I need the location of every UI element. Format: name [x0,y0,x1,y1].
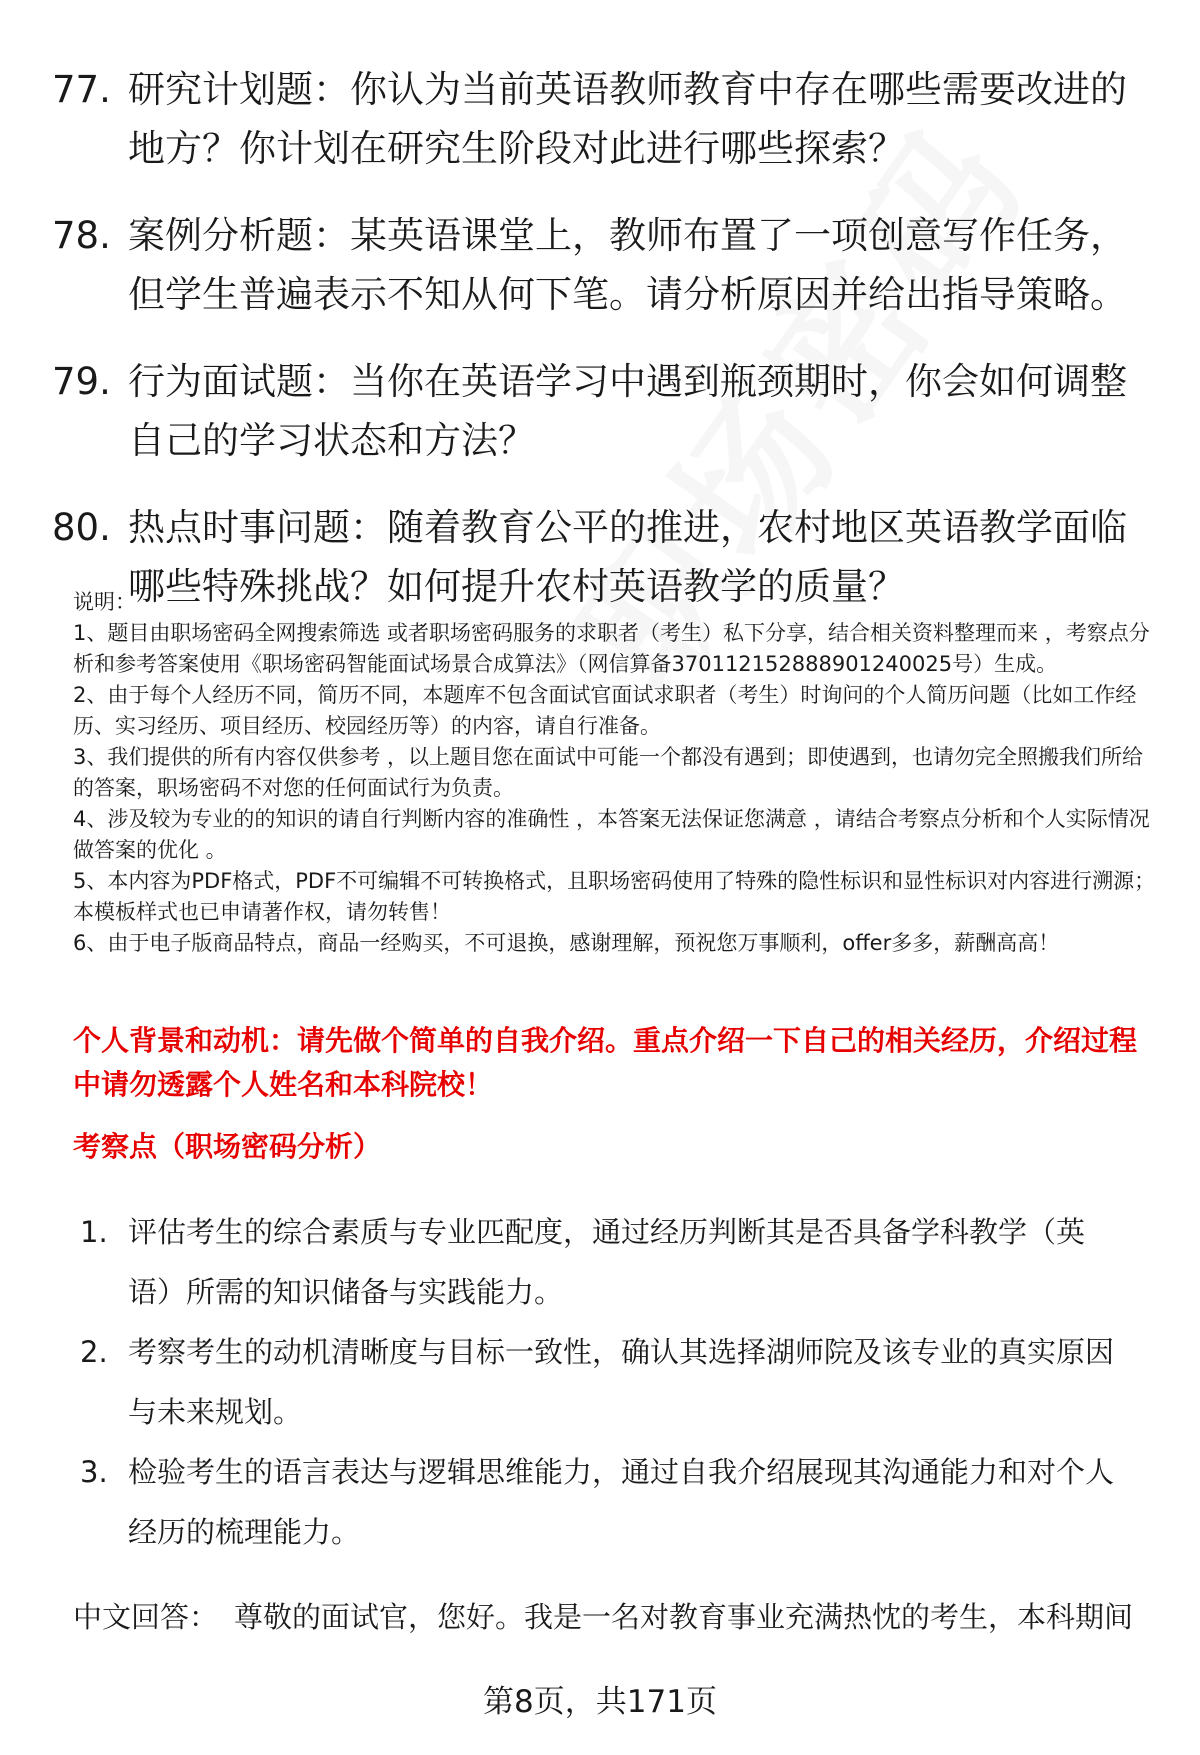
note-item: 3、我们提供的所有内容仅供参考 ，以上题目您在面试中可能一个都没有遇到；即使遇到，也请勿完全照搬我们所给的答案，职场密码不对您的任何面试行为负责。 [73,745,1144,800]
note-item: 6、由于电子版商品特点，商品一经购买，不可退换，感谢理解，预祝您万事顺利，offer多多，薪酬高高！ [73,931,1060,955]
question-item [52,352,1152,470]
question-number: 79. [52,360,111,403]
notes-title: 说明： [73,590,136,614]
answer-label: 中文回答： [73,1600,219,1634]
question-number: 78. [52,214,111,257]
page-footer: 第8页，共171页 [483,1684,717,1720]
question-number: 77. [52,68,111,111]
section-question-heading: 个人背景和动机：请先做个简单的自我介绍。重点介绍一下自己的相关经历，介绍过程中请勿透露个人姓名和本科院校！ [73,1024,1138,1101]
point-number: 1. [80,1215,108,1249]
note-item: 1、题目由职场密码全网搜索筛选 或者职场密码服务的求职者（考生）私下分享，结合相关资料整理而来 ，考察点分析和参考答案使用《职场密码智能面试场景合成算法》（网信算备370112152888901240025号）生成。 [73,621,1150,676]
question-text: 热点时事问题：随着教育公平的推进，农村地区英语教学面临哪些特殊挑战？如何提升农村英语教学的质量？ [128,506,1127,608]
point-text: 评估考生的综合素质与专业匹配度，通过经历判断其是否具备学科教学（英语）所需的知识储备与实践能力。 [128,1215,1086,1309]
question-text: 案例分析题：某英语课堂上，教师布置了一项创意写作任务，但学生普遍表示不知从何下笔。请分析原因并给出指导策略。 [128,214,1127,316]
note-item: 2、由于每个人经历不同，简历不同，本题库不包含面试官面试求职者（考生）时询问的个人简历问题（比如工作经历、实习经历、项目经历、校园经历等）的内容，请自行准备。 [73,683,1137,738]
question-item [52,60,1152,178]
question-text: 行为面试题：当你在英语学习中遇到瓶颈期时，你会如何调整自己的学习状态和方法？ [128,360,1127,462]
point-item [80,1322,1155,1442]
question-item [52,206,1152,324]
point-text: 考察考生的动机清晰度与目标一致性，确认其选择湖师院及该专业的真实原因与未来规划。 [128,1335,1115,1429]
points-list [80,1202,1155,1562]
question-list [52,60,1152,644]
question-text: 研究计划题：你认为当前英语教师教育中存在哪些需要改进的地方？你计划在研究生阶段对此进行哪些探索？ [128,68,1127,170]
points-heading: 考察点（职场密码分析） [73,1130,382,1163]
point-number: 3. [80,1455,108,1489]
notes-section [73,587,1158,959]
note-item: 4、涉及较为专业的的知识的请自行判断内容的准确性 ，本答案无法保证您满意 ，请结合考察点分析和个人实际情况做答案的优化 。 [73,807,1150,862]
note-item: 5、本内容为PDF格式，PDF不可编辑不可转换格式，且职场密码使用了特殊的隐性标识和显性标识对内容进行溯源；本模板样式也已申请著作权，请勿转售！ [73,869,1156,924]
point-text: 检验考生的语言表达与逻辑思维能力，通过自我介绍展现其沟通能力和对个人经历的梳理能力。 [128,1455,1115,1549]
point-number: 2. [80,1335,108,1369]
question-number: 80. [52,506,111,549]
answer-text: 尊敬的面试官，您好。我是一名对教育事业充满热忱的考生，本科期间 [234,1600,1134,1634]
point-item [80,1442,1155,1562]
answer-paragraph [73,1595,1163,1639]
point-item [80,1202,1155,1322]
